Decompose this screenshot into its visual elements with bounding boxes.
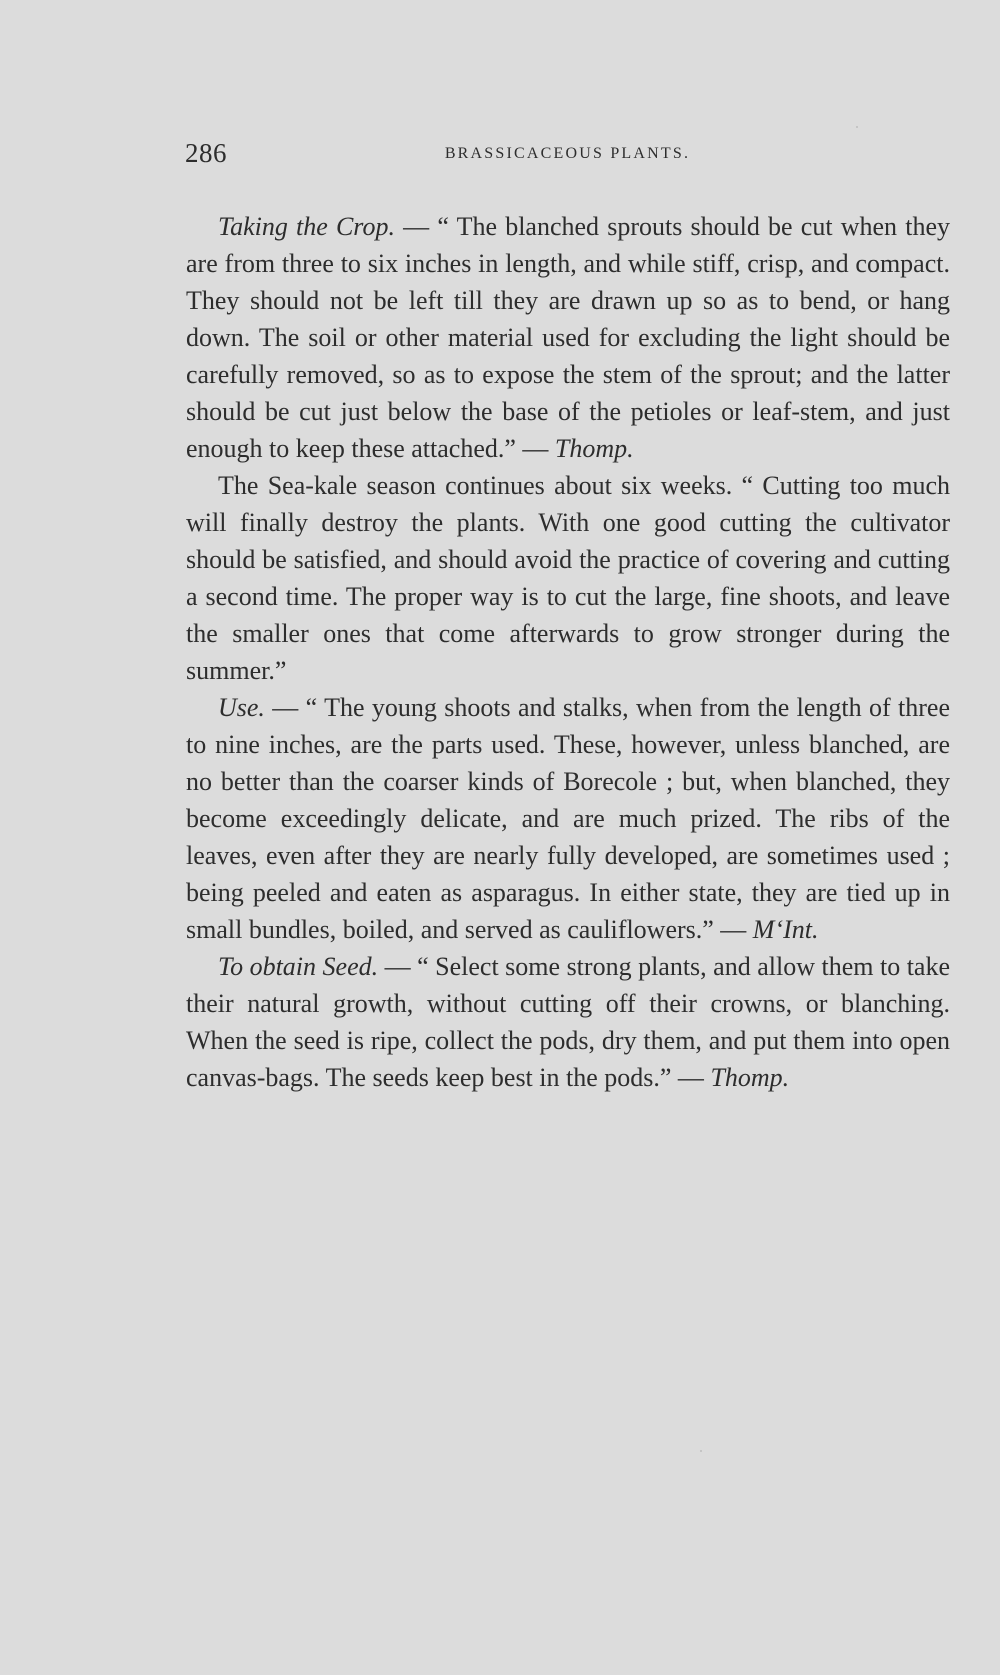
attribution: Thomp. (554, 434, 634, 463)
page-header (185, 138, 950, 172)
section-heading: To obtain Seed. (218, 952, 379, 981)
paragraph-text: — “ Select some strong plants, and allow them to take their natural growth, without cutting off their crowns, or blanching. When the seed is ripe, collect the pods, dry them, and put them into open canvas-bags. The seeds keep best in the pods.” — (186, 952, 950, 1092)
paper-speck (700, 1450, 702, 1452)
paragraph-text: — “ The young shoots and stalks, when from the length of three to nine inches, are the parts used. These, however, unless blanched, are no better than the coarser kinds of Borecole ; but, when blanched, they become exceedingly delicate, and are much prized. The ribs of the leaves, even after they are nearly fully developed, are sometimes used ; being peeled and eaten as asparagus. In either state, they are tied up in small bundles, boiled, and served as cauliflowers.” — (186, 693, 950, 944)
page-number: 286 (185, 138, 227, 168)
paragraph-text: — “ The blanched sprouts should be cut when they are from three to six inches in length, and while stiff, crisp, and compact. They should not be left till they are drawn up so as to bend, or hang down. The soil or other material used for excluding the light should be carefully removed, so as to expose the stem of the sprout; and the latter should be cut just below the base of the petioles or leaf-stem, and just enough to keep these attached.” — (186, 212, 950, 463)
section-heading: Use. (218, 693, 265, 722)
running-head: BRASSICACEOUS PLANTS. (444, 145, 691, 162)
paragraph-text: The Sea-kale season continues about six weeks. “ Cutting too much will finally destroy the plants. With one good cutting the cultivator should be satisfied, and should avoid the practice of covering and cutting a second time. The proper way is to cut the large, fine shoots, and leave the smaller ones that come afterwards to grow stronger during the summer.” (186, 471, 950, 685)
paper-speck (856, 126, 858, 128)
section-heading: Taking the Crop. (218, 212, 395, 241)
paragraph-use (186, 689, 950, 948)
paragraph-season (186, 467, 950, 689)
body-text (186, 208, 950, 1096)
paragraph-to-obtain-seed (186, 948, 950, 1096)
paragraph-taking-the-crop (186, 208, 950, 467)
attribution: M‘Int. (752, 915, 819, 944)
attribution: Thomp. (710, 1063, 790, 1092)
